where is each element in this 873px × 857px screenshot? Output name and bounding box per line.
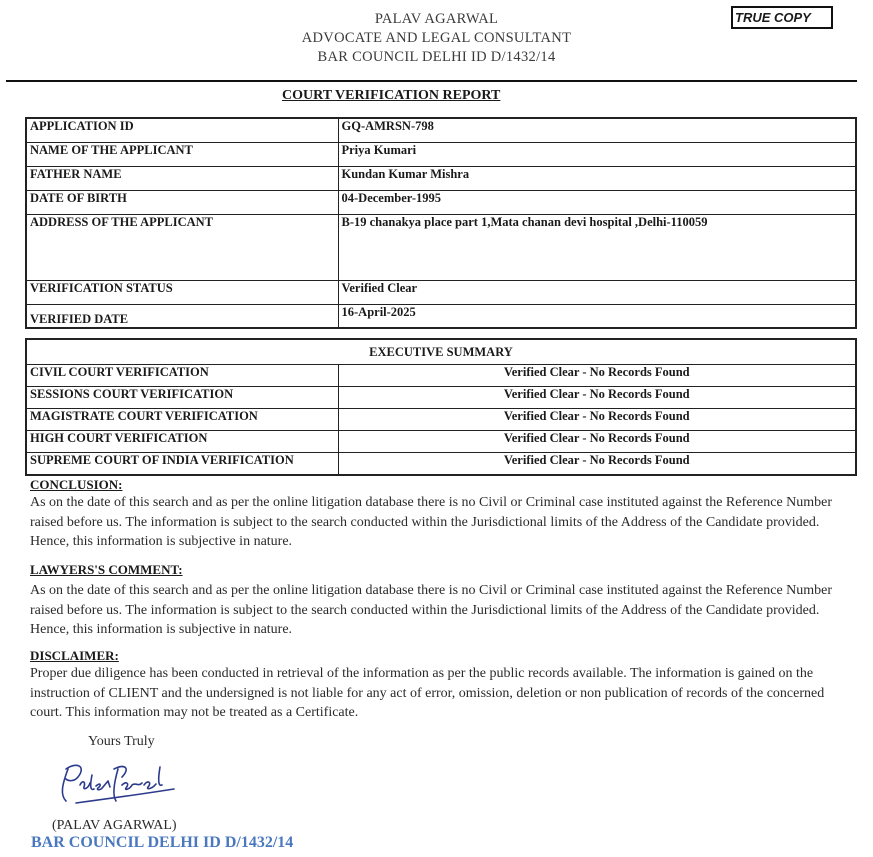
table-row <box>26 142 856 166</box>
signature <box>56 755 181 818</box>
summary-label: SESSIONS COURT VERIFICATION <box>26 387 338 409</box>
table-row <box>26 280 856 304</box>
table-row <box>26 214 856 280</box>
summary-value: Verified Clear - No Records Found <box>338 409 856 431</box>
detail-value: 16-April-2025 <box>338 304 856 328</box>
table-row <box>26 453 856 475</box>
table-row <box>26 387 856 409</box>
table-row <box>26 190 856 214</box>
closing-text: Yours Truly <box>88 734 155 749</box>
signatory-bar-id: BAR COUNCIL DELHI ID D/1432/14 <box>31 834 294 851</box>
executive-summary-table <box>25 338 857 476</box>
disclaimer-text: Proper due diligence has been conducted in retrieval of the information as per the public records available. The information is gained on the instruction of CLIENT and the undersigned is not liable for any act of error, omission, deletion or non publication of records of the concerned court. This information may not be treated as a Certificate. <box>30 666 825 720</box>
lawyers-comment-text: As on the date of this search and as per the online litigation database there is no Civil or Criminal case instituted against the Reference Number raised before us. The information is subject to the search conducted within the Jurisdictional limits of the Address of the Candidate provided. Hence, this information is subjective in nature. <box>30 583 833 637</box>
conclusion-text: As on the date of this search and as per the online litigation database there is no Civil or Criminal case instituted against the Reference Number raised before us. The information is subject to the search conducted within the Jurisdictional limits of the Address of the Candidate provided. Hence, this information is subjective in nature. <box>30 495 833 549</box>
summary-label: CIVIL COURT VERIFICATION <box>26 365 338 387</box>
detail-label: VERIFIED DATE <box>26 304 338 328</box>
detail-label: NAME OF THE APPLICANT <box>26 142 338 166</box>
table-row <box>26 409 856 431</box>
table-row <box>26 166 856 190</box>
disclaimer-heading: DISCLAIMER: <box>30 648 119 663</box>
detail-label: DATE OF BIRTH <box>26 190 338 214</box>
summary-value: Verified Clear - No Records Found <box>338 431 856 453</box>
summary-value: Verified Clear - No Records Found <box>338 365 856 387</box>
summary-label: MAGISTRATE COURT VERIFICATION <box>26 409 338 431</box>
header-bar-id: BAR COUNCIL DELHI ID D/1432/14 <box>317 49 556 65</box>
summary-value: Verified Clear - No Records Found <box>338 387 856 409</box>
table-row <box>26 365 856 387</box>
conclusion-heading: CONCLUSION: <box>30 477 123 492</box>
table-row <box>26 431 856 453</box>
summary-label: HIGH COURT VERIFICATION <box>26 431 338 453</box>
table-row <box>26 304 856 328</box>
detail-label: VERIFICATION STATUS <box>26 280 338 304</box>
table-row <box>26 118 856 142</box>
detail-value: Verified Clear <box>338 280 856 304</box>
detail-value: GQ-AMRSN-798 <box>338 118 856 142</box>
header-divider <box>6 80 857 82</box>
detail-label: FATHER NAME <box>26 166 338 190</box>
true-copy-stamp: TRUE COPY <box>731 6 833 29</box>
detail-label: APPLICATION ID <box>26 118 338 142</box>
executive-summary-title: EXECUTIVE SUMMARY <box>26 339 856 365</box>
header-name: PALAV AGARWAL <box>374 11 499 27</box>
detail-value: Kundan Kumar Mishra <box>338 166 856 190</box>
details-table <box>25 117 857 329</box>
table-header-row <box>26 339 856 365</box>
signatory-name: (PALAV AGARWAL) <box>52 818 177 833</box>
summary-label: SUPREME COURT OF INDIA VERIFICATION <box>26 453 338 475</box>
detail-value: B-19 chanakya place part 1,Mata chanan devi hospital ,Delhi-110059 <box>338 214 856 280</box>
report-title: COURT VERIFICATION REPORT <box>282 88 501 103</box>
header-title: ADVOCATE AND LEGAL CONSULTANT <box>301 30 572 46</box>
detail-value: 04-December-1995 <box>338 190 856 214</box>
detail-value: Priya Kumari <box>338 142 856 166</box>
detail-label: ADDRESS OF THE APPLICANT <box>26 214 338 280</box>
summary-value: Verified Clear - No Records Found <box>338 453 856 475</box>
lawyers-comment-heading: LAWYERS'S COMMENT: <box>30 562 183 577</box>
